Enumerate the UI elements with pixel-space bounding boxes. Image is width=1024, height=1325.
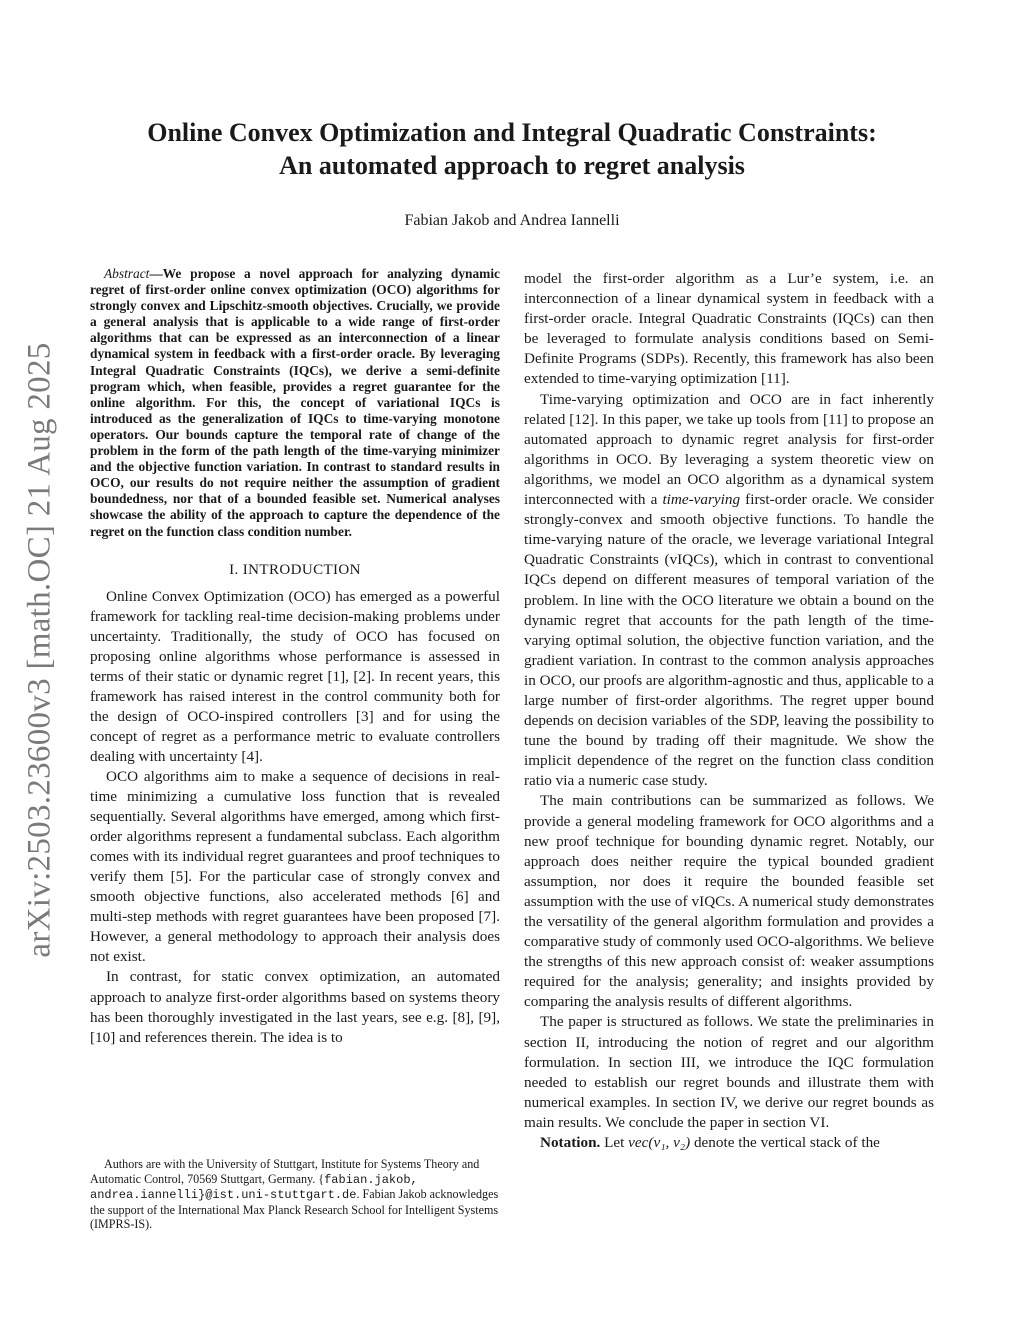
section-heading-introduction: I. INTRODUCTION [229,561,361,578]
notation-label: Notation. [540,1134,601,1152]
abstract-text: We propose a novel approach for analyzing dynamic regret of first-order online convex optimization (OCO) algorithms for strongly convex and Lipschitz-smooth objectives. Crucially, we provide a general analysis that is applicable to a wide range of first-order algorithms that can be expressed as an interconnection of a linear dynamical system in feedback with a first-order oracle. By leveraging Integral Quadratic Constraints (IQCs), we derive a semi-definite program which, when feasible, provides a regret guarantee for the online algorithm. For this, the concept of variational IQCs is introduced as the generalization of IQCs to time-varying monotone operators. Our bounds capture the temporal rate of change of the problem in the form of the path length of the time-varying minimizer and the objective function variation. In contrast to standard results in OCO, our results do not require neither the assumption of gradient boundedness, nor that of a bounded feasible set. Numerical analyses showcase the ability of the approach to capture the dependence of the regret on the function class condition number. [90,266,500,539]
right-column [524,269,934,1153]
abstract-dash: — [149,266,163,281]
right-paragraph-1: model the first-order algorithm as a Lur’e system, i.e. an interconnection of a linear dynamical system in feedback with a first-order oracle. Integral Quadratic Constraints (IQCs) can then be leveraged to formulate analysis conditions based on Semi-Definite Programs (SDPs). Recently, this framework has also been extended to time-varying optimization [11]. [524,270,934,388]
author-footnote [90,1157,500,1232]
right-paragraph-4: The paper is structured as follows. We state the preliminaries in section II, introducing the notion of regret and our algorithm formulation. In section III, we introduce the IQC formulation needed to establish our regret bounds and illustrate them with numerical examples. In section IV, we derive our regret bounds as main results. We conclude the paper in section VI. [524,1013,934,1131]
footnote-text-2: . Fabian Jakob acknowledges the support of the International Max Planck Research School for Intelligent Systems (IMPRS-IS). [90,1187,499,1232]
right-paragraph-2 [524,390,934,792]
right-paragraph-2b: first-order oracle. We consider strongly-convex and smooth objective functions. To handle the time-varying nature of the oracle, we leverage variational Integral Quadratic Constraints (vIQCs), which in contrast to conventional IQCs depend on different measures of temporal variation of the problem. In line with the OCO literature we obtain a bound on the dynamic regret that accounts for the path length of the time-varying optimal solution, the objective function variation, and the gradient variation. In contrast to the common analysis approaches in OCO, our proofs are algorithm-agnostic and thus, applicable to a large number of first-order algorithms. The regret upper bound depends on decision variables of the SDP, leaving the possibility to tune the bound by trading off their magnitude. We show the implicit dependence of the regret on the function class condition ratio via a numeric case study. [524,491,934,790]
right-paragraph-3: The main contributions can be summarized as follows. We provide a general modeling framework for OCO algorithms and a new proof technique for bounding dynamic regret. Notably, our approach does neither require the typical bounded gradient assumption, nor does it require the bounded feasible set assumption with the use of vIQCs. A numerical study demonstrates the versatility of the general algorithm formulation and provides a comparative study of commonly used OCO-algorithms. We believe the strengths of this new approach consist of: weaker assumptions required for the analysis; generality; and insights provided by comparing the analysis results of different algorithms. [524,792,934,1011]
abstract [90,266,500,540]
arxiv-stamp: arXiv:2503.23600v3 [math.OC] 21 Aug 2025 [21,342,58,958]
title-line-2: An automated approach to regret analysis [279,151,745,180]
authors: Fabian Jakob and Andrea Iannelli [404,212,620,229]
notation-text-1: Let [600,1134,629,1152]
emphasis-time-varying: time-varying [662,491,741,509]
intro-paragraph-1: Online Convex Optimization (OCO) has emerged as a powerful framework for tackling real-time decision-making problems under uncertainty. Traditionally, the study of OCO has focused on proposing online algorithms whose performance is assessed in terms of their static or dynamic regret [1], [2]. In recent years, this framework has raised interest in the control community both for the design of OCO-inspired controllers [3] and for using the concept of regret as a performance metric to evaluate controllers dealing with uncertainty [4]. [90,587,500,765]
notation-math: vec(v₁, v₂) [628,1134,691,1152]
paper-title [60,116,964,182]
intro-paragraph-3: In contrast, for static convex optimization, an automated approach to analyze first-order algorithms based on systems theory has been thoroughly investigated in the last years, see e.g. [8], [9], [10] and references therein. The idea is to [90,968,500,1046]
intro-paragraph-2: OCO algorithms aim to make a sequence of decisions in real-time minimizing a cumulative loss function that is revealed sequentially. Several algorithms have emerged, among which first-order algorithms represent a fundamental subclass. Each algorithm comes with its individual regret guarantees and proof techniques to verify them [5]. For the particular case of strongly convex and smooth objective functions, also accelerated methods [6] and multi-step methods with regret guarantees have been proposed [7]. However, a general methodology to approach their analysis does not exist. [90,768,500,966]
footnote-text-1: Authors are with the University of Stuttgart, Institute for Systems Theory and Automatic Control, 70569 Stuttgart, Germany. { [90,1157,480,1186]
title-line-1: Online Convex Optimization and Integral Quadratic Constraints: [147,118,877,147]
abstract-lead: Abstract [104,266,150,281]
left-column [90,266,500,1048]
notation-paragraph [524,1133,934,1153]
notation-text-2: denote the vertical stack of the [690,1134,880,1152]
right-paragraph-2a: Time-varying optimization and OCO are in fact inherently related [12]. In this paper, we take up tools from [11] to propose an automated approach to dynamic regret analysis for first-order algorithms in OCO. By leveraging a system theoretic view on algorithms, we model an OCO algorithm as a dynamical system interconnected with a [524,390,934,509]
footnote-email: fabian.jakob, andrea.iannelli}@ist.uni-stuttgart.de [90,1172,418,1203]
